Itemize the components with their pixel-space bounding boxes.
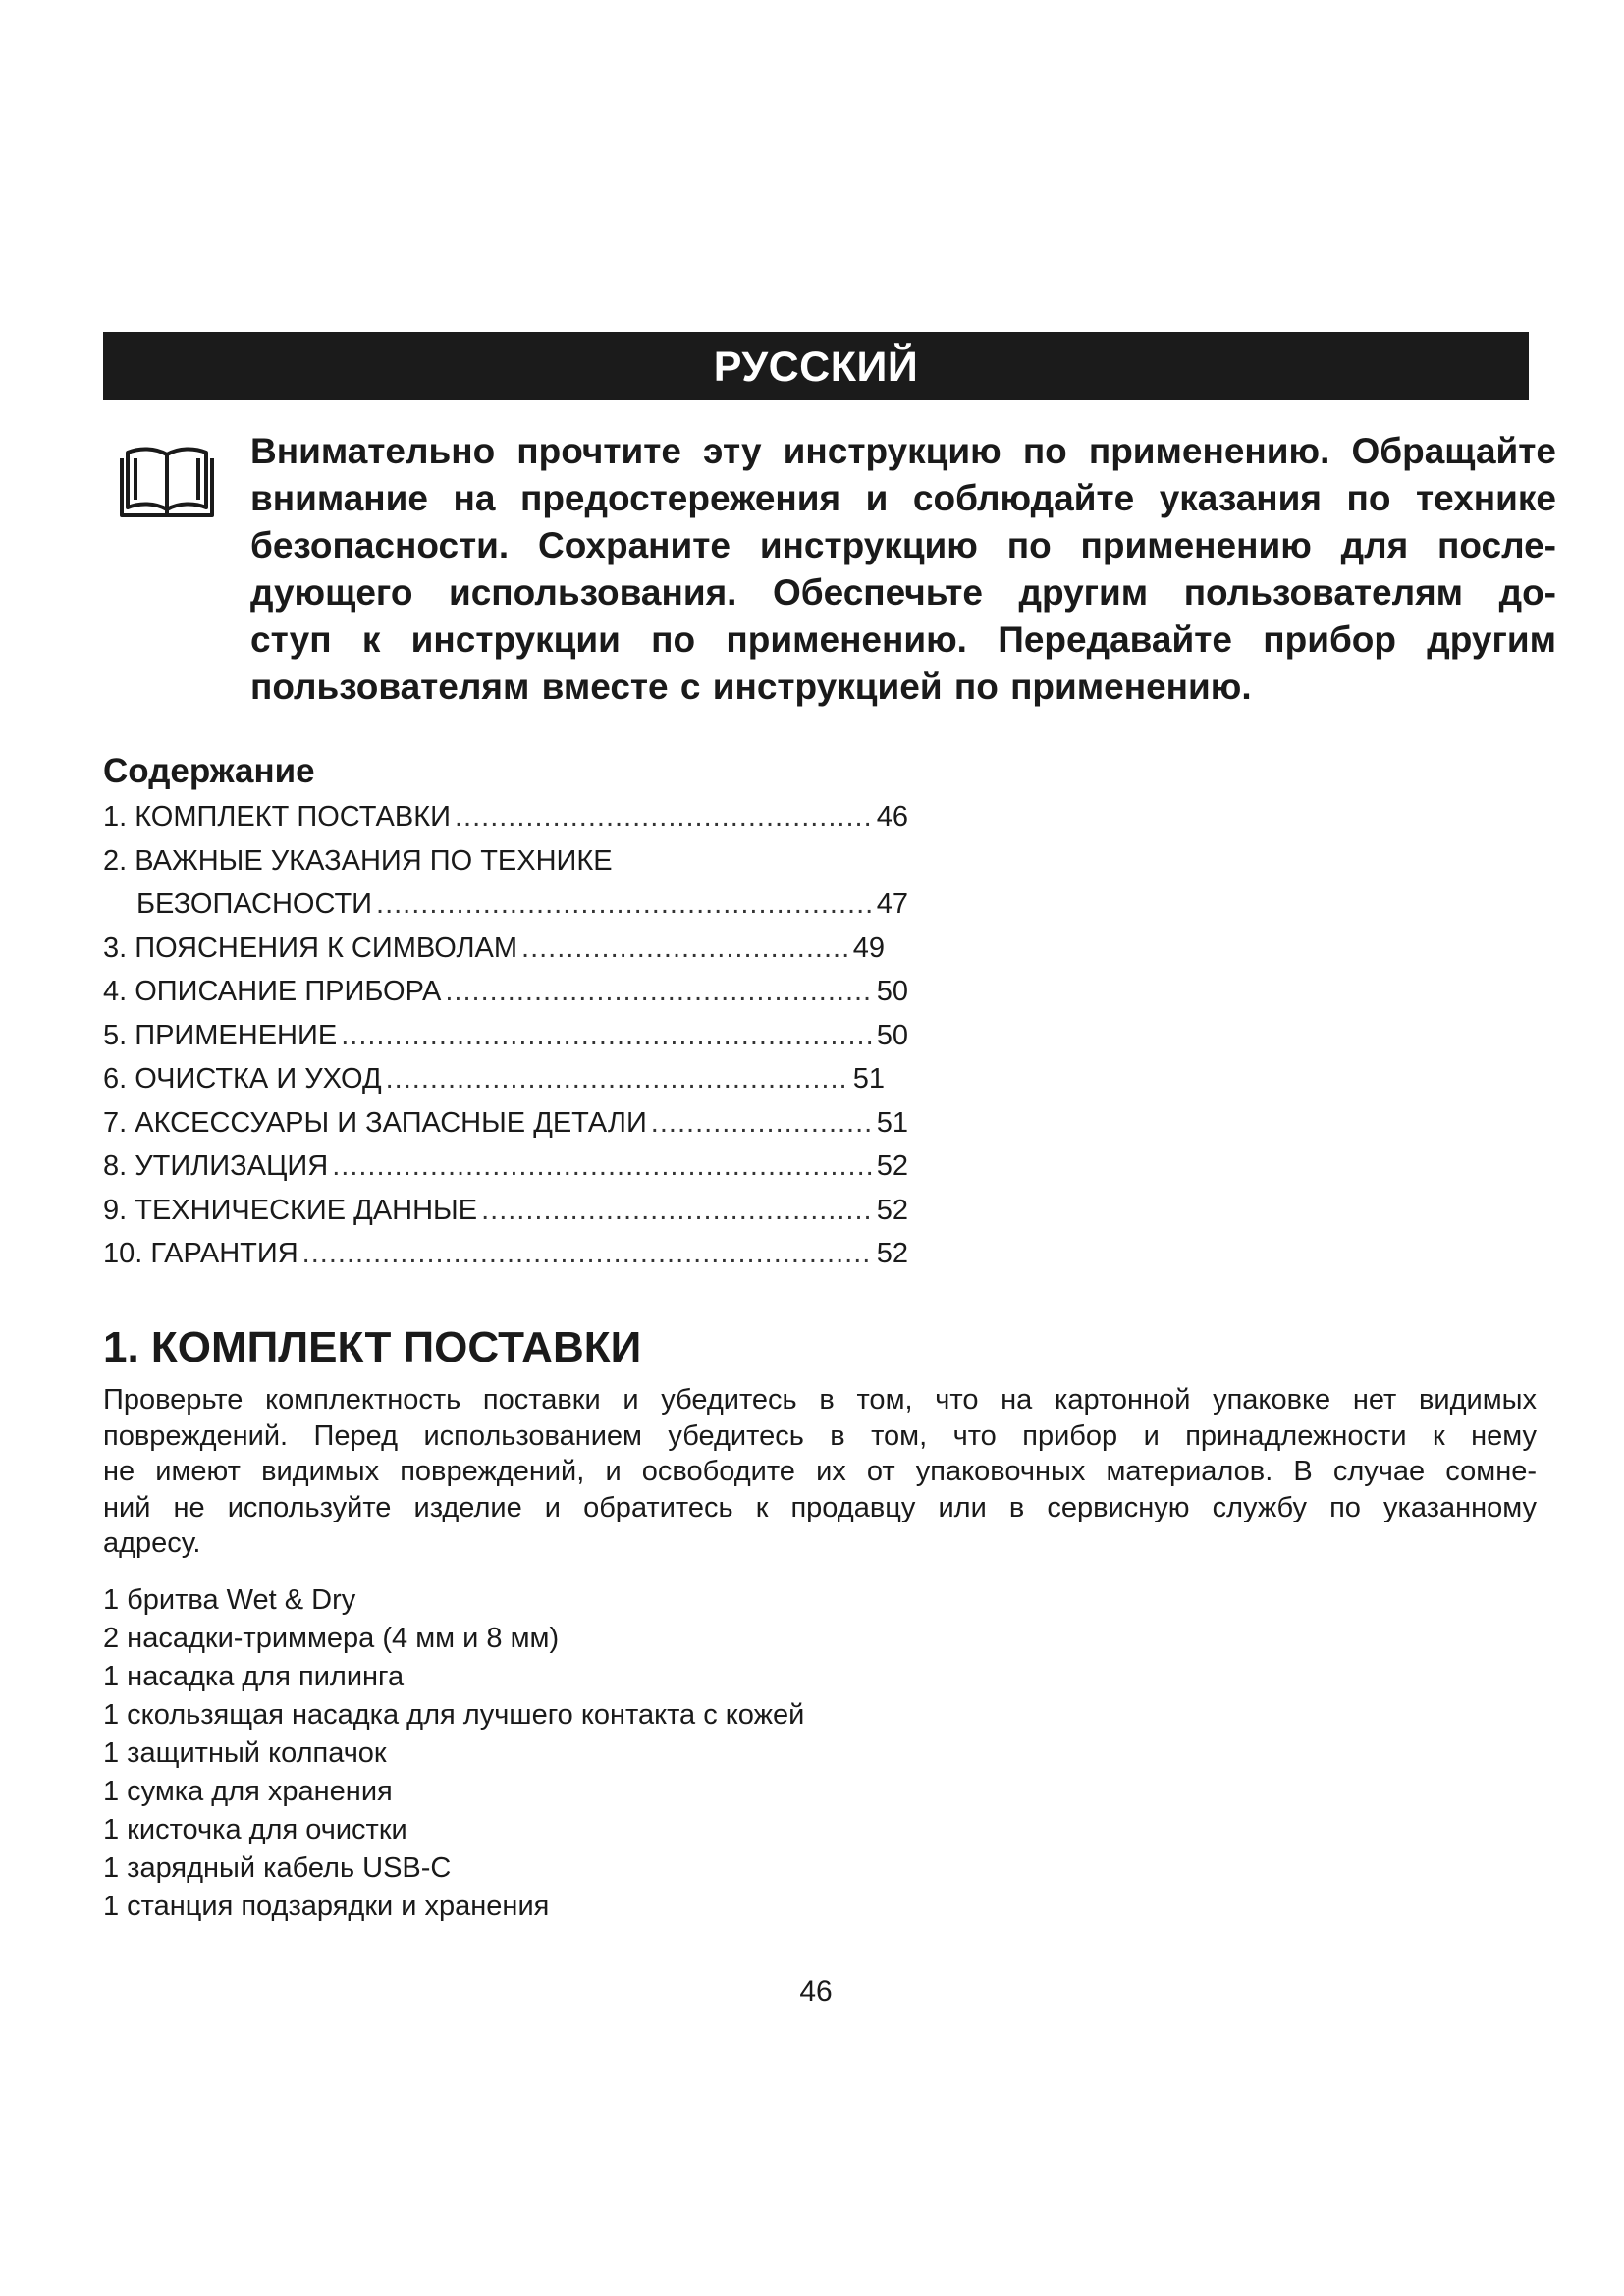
toc-item-label: 6. ОЧИСТКА И УХОД <box>103 1063 382 1095</box>
toc-item-page: 52 <box>876 1150 908 1182</box>
toc-leader-dots <box>445 970 872 1014</box>
toc-item-page: 52 <box>876 1238 908 1269</box>
paragraph-line: не имеют видимых повреждений, и освободите их от упаковочных материалов. В случае сомне- <box>103 1456 1537 1487</box>
toc-item-label: 9. ТЕХНИЧЕСКИЕ ДАННЫЕ <box>103 1194 478 1226</box>
toc-item-continuation[interactable] <box>103 882 908 927</box>
manual-page <box>103 0 1556 2296</box>
intro-text <box>250 428 1556 711</box>
list-item: 1 станция подзарядки и хранения <box>103 1890 550 1922</box>
toc-leader-dots <box>376 882 873 927</box>
toc-item-label: 7. АКСЕССУАРЫ И ЗАПАСНЫЕ ДЕТАЛИ <box>103 1106 647 1139</box>
paragraph-line: Проверьте комплектность поставки и убедитесь в том, что на картонной упаковке нет видимых <box>103 1384 1537 1415</box>
list-item: 1 защитный колпачок <box>103 1736 387 1769</box>
section-paragraph <box>103 1382 1537 1562</box>
toc-item[interactable] <box>103 970 908 1014</box>
toc-item-page: 50 <box>876 976 908 1007</box>
book-icon <box>116 445 219 519</box>
toc-leader-dots <box>302 1232 873 1276</box>
section-delivery-contents <box>103 1319 1537 1926</box>
intro-line: Внимательно прочтите эту инструкцию по применению. Обращайте <box>250 431 1556 471</box>
toc-leader-dots <box>651 1101 873 1146</box>
toc-item[interactable] <box>103 839 908 883</box>
toc-item-label: 5. ПРИМЕНЕНИЕ <box>103 1019 338 1051</box>
paragraph-line: повреждений. Перед использованием убедитесь в том, что прибор и принадлежности к нему <box>103 1419 1537 1452</box>
toc-item-page: 52 <box>876 1194 908 1226</box>
toc-title: Содержание <box>103 752 315 790</box>
list-item: 1 зарядный кабель USB-C <box>103 1851 452 1884</box>
toc-item-label: 4. ОПИСАНИЕ ПРИБОРА <box>103 976 442 1007</box>
toc-leader-dots <box>521 927 849 971</box>
toc-item-page: 50 <box>876 1019 908 1051</box>
table-of-contents <box>103 750 908 1276</box>
toc-leader-dots <box>341 1014 873 1058</box>
toc-item-label: БЕЗОПАСНОСТИ <box>136 888 373 920</box>
paragraph-line: адресу. <box>103 1527 201 1559</box>
toc-item-page: 49 <box>852 932 885 964</box>
list-item: 1 сумка для хранения <box>103 1775 393 1807</box>
paragraph-line: ний не используйте изделие и обратитесь к продавцу или в сервисную службу по указанному <box>103 1491 1537 1523</box>
toc-leader-dots <box>332 1145 873 1189</box>
toc-item[interactable] <box>103 1101 908 1146</box>
language-header: РУССКИЙ <box>103 332 1529 400</box>
list-item: 1 бритва Wet & Dry <box>103 1583 356 1616</box>
toc-item[interactable] <box>103 1189 908 1233</box>
toc-item-label: 8. УТИЛИЗАЦИЯ <box>103 1150 329 1182</box>
toc-item[interactable] <box>103 927 885 971</box>
section-heading: 1. КОМПЛЕКТ ПОСТАВКИ <box>103 1323 642 1371</box>
toc-leader-dots <box>386 1057 849 1101</box>
toc-leader-dots <box>481 1189 873 1233</box>
toc-item-page: 47 <box>876 888 908 920</box>
toc-item[interactable] <box>103 1232 908 1276</box>
intro-line: внимание на предостережения и соблюдайте указания по технике <box>250 478 1556 518</box>
intro-line: ступ к инструкции по применению. Передавайте прибор другим <box>250 619 1556 660</box>
toc-item-label: 10. ГАРАНТИЯ <box>103 1238 298 1269</box>
list-item: 1 скользящая насадка для лучшего контакта с кожей <box>103 1698 805 1731</box>
toc-item[interactable] <box>103 1014 908 1058</box>
toc-item[interactable] <box>103 795 908 839</box>
toc-item[interactable] <box>103 1145 908 1189</box>
page-number: 46 <box>799 1975 833 2007</box>
intro-line: безопасности. Сохраните инструкцию по применению для после- <box>250 525 1556 565</box>
delivery-contents-list <box>103 1581 1537 1926</box>
list-item: 2 насадки-триммера (4 мм и 8 мм) <box>103 1622 560 1654</box>
toc-item-page: 46 <box>876 801 908 832</box>
toc-item-page: 51 <box>852 1063 885 1095</box>
toc-leader-dots <box>455 795 873 839</box>
toc-item-page: 51 <box>876 1106 908 1139</box>
intro-line: дующего использования. Обеспечьте другим пользователям до- <box>250 572 1556 613</box>
toc-item-label: 3. ПОЯСНЕНИЯ К СИМВОЛАМ <box>103 932 518 964</box>
toc-list <box>103 795 908 1276</box>
toc-item-label: 2. ВАЖНЫЕ УКАЗАНИЯ ПО ТЕХНИКЕ <box>103 844 613 877</box>
intro-line: пользователям вместе с инструкцией по применению. <box>250 667 1252 707</box>
toc-item-label: 1. КОМПЛЕКТ ПОСТАВКИ <box>103 801 451 832</box>
list-item: 1 насадка для пилинга <box>103 1660 405 1692</box>
toc-item[interactable] <box>103 1057 885 1101</box>
list-item: 1 кисточка для очистки <box>103 1813 407 1845</box>
